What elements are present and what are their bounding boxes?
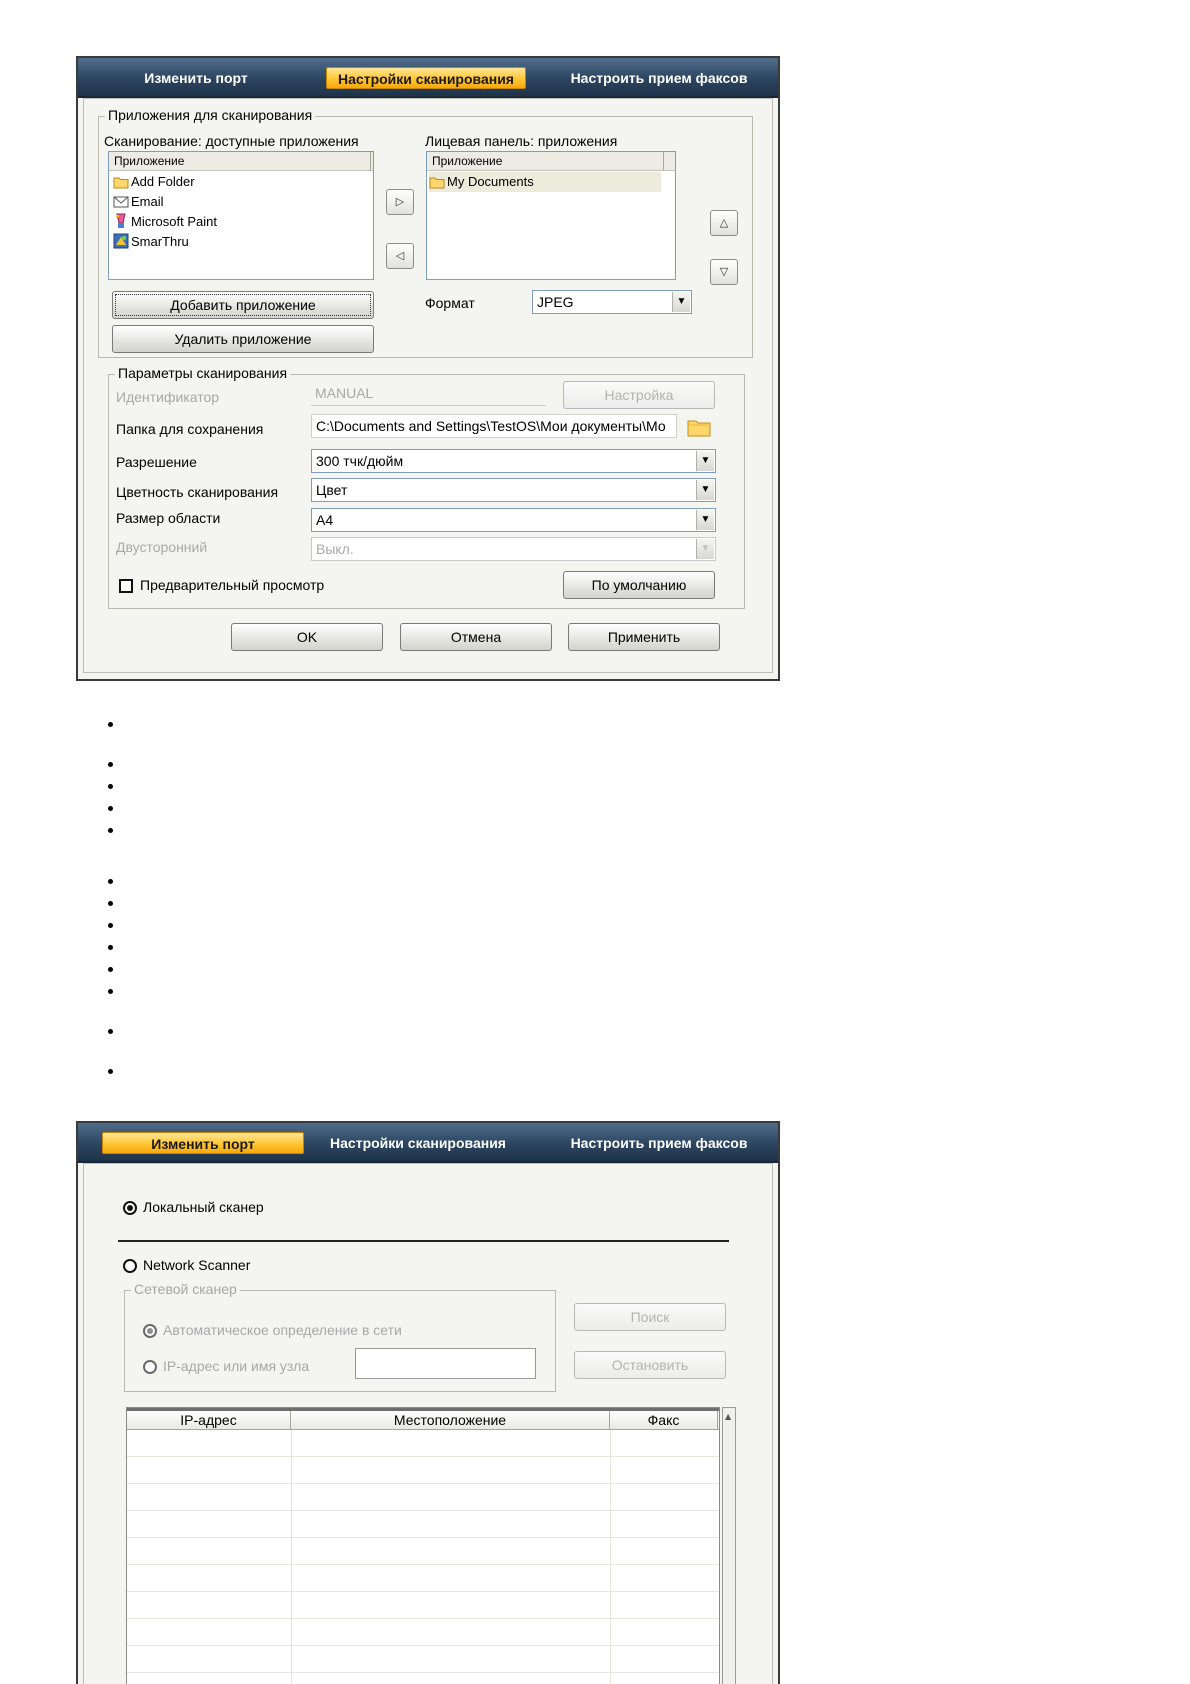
- chevron-down-icon: ▼: [696, 539, 714, 559]
- bullet: [108, 923, 113, 928]
- default-button[interactable]: По умолчанию: [563, 571, 715, 599]
- table-row[interactable]: [127, 1673, 719, 1684]
- save-folder-label: Папка для сохранения: [116, 421, 264, 437]
- auto-detect-radio[interactable]: [143, 1324, 157, 1338]
- available-apps-label: Сканирование: доступные приложения: [104, 133, 359, 149]
- divider: [118, 1240, 729, 1242]
- list-item[interactable]: SmarThru: [113, 232, 189, 252]
- chevron-down-icon: ▼: [696, 480, 714, 500]
- add-app-button[interactable]: Добавить приложение: [112, 291, 374, 319]
- network-scanner-radio[interactable]: [123, 1259, 137, 1273]
- tab-fax-receive[interactable]: Настроить прием факсов: [570, 1135, 748, 1151]
- envelope-icon: [113, 195, 129, 209]
- id-label: Идентификатор: [116, 389, 220, 405]
- move-left-button[interactable]: ◁: [386, 243, 414, 269]
- table-header-location: Местоположение: [291, 1411, 610, 1430]
- table-row[interactable]: [127, 1511, 719, 1538]
- available-apps-col-header: Приложение: [109, 152, 371, 170]
- panel-apps-label: Лицевая панель: приложения: [425, 133, 618, 149]
- bullet: [108, 722, 113, 727]
- resolution-label: Разрешение: [116, 454, 197, 470]
- preview-label: Предварительный просмотр: [140, 577, 325, 593]
- folder-icon: [429, 175, 445, 189]
- color-label: Цветность сканирования: [116, 484, 279, 500]
- move-down-button[interactable]: ▽: [710, 259, 738, 285]
- tab-bar: [78, 58, 778, 98]
- folder-browse-icon[interactable]: [687, 417, 711, 441]
- table-row[interactable]: [127, 1457, 719, 1484]
- bullet: [108, 1029, 113, 1034]
- tab-change-port[interactable]: Изменить порт: [144, 70, 248, 86]
- folder-icon: [113, 175, 129, 189]
- search-button[interactable]: Поиск: [574, 1303, 726, 1331]
- list-item[interactable]: Microsoft Paint: [113, 212, 217, 232]
- scan-settings-window: [76, 56, 780, 681]
- tab-scan-settings[interactable]: Настройки сканирования: [330, 1135, 506, 1151]
- move-up-button[interactable]: △: [710, 210, 738, 236]
- scan-apps-legend: Приложения для сканирования: [105, 107, 315, 123]
- network-scanner-label: Network Scanner: [143, 1257, 251, 1273]
- table-row[interactable]: [127, 1592, 719, 1619]
- list-item[interactable]: Add Folder: [113, 172, 195, 192]
- smarthru-icon: [113, 233, 129, 249]
- cancel-button[interactable]: Отмена: [400, 623, 552, 651]
- preview-checkbox[interactable]: [119, 579, 133, 593]
- table-scrollbar[interactable]: [722, 1407, 736, 1684]
- scanner-table[interactable]: [126, 1407, 720, 1684]
- format-label: Формат: [425, 295, 475, 311]
- duplex-select[interactable]: Выкл. ▼: [311, 537, 716, 561]
- remove-app-button[interactable]: Удалить приложение: [112, 325, 374, 353]
- ip-host-label: IP-адрес или имя узла: [163, 1358, 310, 1374]
- change-port-panel: [83, 1163, 773, 1684]
- auto-detect-label: Автоматическое определение в сети: [163, 1322, 402, 1338]
- area-label: Размер области: [116, 510, 221, 526]
- chevron-down-icon: ▼: [696, 510, 714, 530]
- scan-params-legend: Параметры сканирования: [115, 365, 290, 381]
- table-row[interactable]: [127, 1430, 719, 1457]
- scroll-up-icon[interactable]: ▲: [725, 1412, 732, 1421]
- bullet: [108, 879, 113, 884]
- table-row[interactable]: [127, 1619, 719, 1646]
- local-scanner-label: Локальный сканер: [143, 1199, 264, 1215]
- chevron-down-icon: ▼: [672, 292, 690, 312]
- bullet: [108, 762, 113, 767]
- ip-host-radio[interactable]: [143, 1360, 157, 1374]
- table-row[interactable]: [127, 1565, 719, 1592]
- tab-change-port[interactable]: Изменить порт: [102, 1132, 304, 1154]
- table-header-ip: IP-адрес: [127, 1411, 291, 1430]
- tab-bar: [78, 1123, 778, 1163]
- network-scanner-legend: Сетевой сканер: [131, 1281, 240, 1297]
- stop-button[interactable]: Остановить: [574, 1351, 726, 1379]
- duplex-label: Двусторонний: [116, 539, 208, 555]
- bullet: [108, 1069, 113, 1074]
- chevron-down-icon: ▼: [696, 451, 714, 471]
- bullet: [108, 784, 113, 789]
- bullet: [108, 901, 113, 906]
- paint-icon: [113, 213, 129, 229]
- bullet: [108, 828, 113, 833]
- list-item[interactable]: Email: [113, 192, 164, 212]
- bullet: [108, 967, 113, 972]
- tab-scan-settings[interactable]: Настройки сканирования: [326, 67, 526, 89]
- available-apps-list[interactable]: [108, 151, 374, 280]
- save-folder-field[interactable]: C:\Documents and Settings\TestOS\Мои документы\Мо: [311, 414, 677, 438]
- apply-button[interactable]: Применить: [568, 623, 720, 651]
- local-scanner-radio[interactable]: [123, 1201, 137, 1215]
- bullet: [108, 806, 113, 811]
- panel-apps-col-header: Приложение: [427, 152, 664, 170]
- color-select[interactable]: Цвет ▼: [311, 478, 716, 502]
- move-right-button[interactable]: ▷: [386, 189, 414, 215]
- bullet: [108, 945, 113, 950]
- ip-host-input[interactable]: [355, 1348, 536, 1379]
- bullet: [108, 989, 113, 994]
- change-port-window: [76, 1121, 780, 1684]
- scan-settings-panel: [83, 98, 773, 673]
- table-row[interactable]: [127, 1538, 719, 1565]
- resolution-select[interactable]: 300 тчк/дюйм ▼: [311, 449, 716, 473]
- tab-fax-receive[interactable]: Настроить прием факсов: [570, 70, 748, 86]
- table-row[interactable]: [127, 1646, 719, 1673]
- area-select[interactable]: A4 ▼: [311, 508, 716, 532]
- setup-button[interactable]: Настройка: [563, 381, 715, 409]
- ok-button[interactable]: OK: [231, 623, 383, 651]
- panel-apps-list[interactable]: [426, 151, 676, 280]
- id-field[interactable]: MANUAL: [311, 382, 546, 406]
- list-item[interactable]: My Documents: [429, 172, 661, 192]
- table-header-fax: Факс: [610, 1411, 718, 1430]
- table-row[interactable]: [127, 1484, 719, 1511]
- format-select[interactable]: JPEG ▼: [532, 290, 692, 314]
